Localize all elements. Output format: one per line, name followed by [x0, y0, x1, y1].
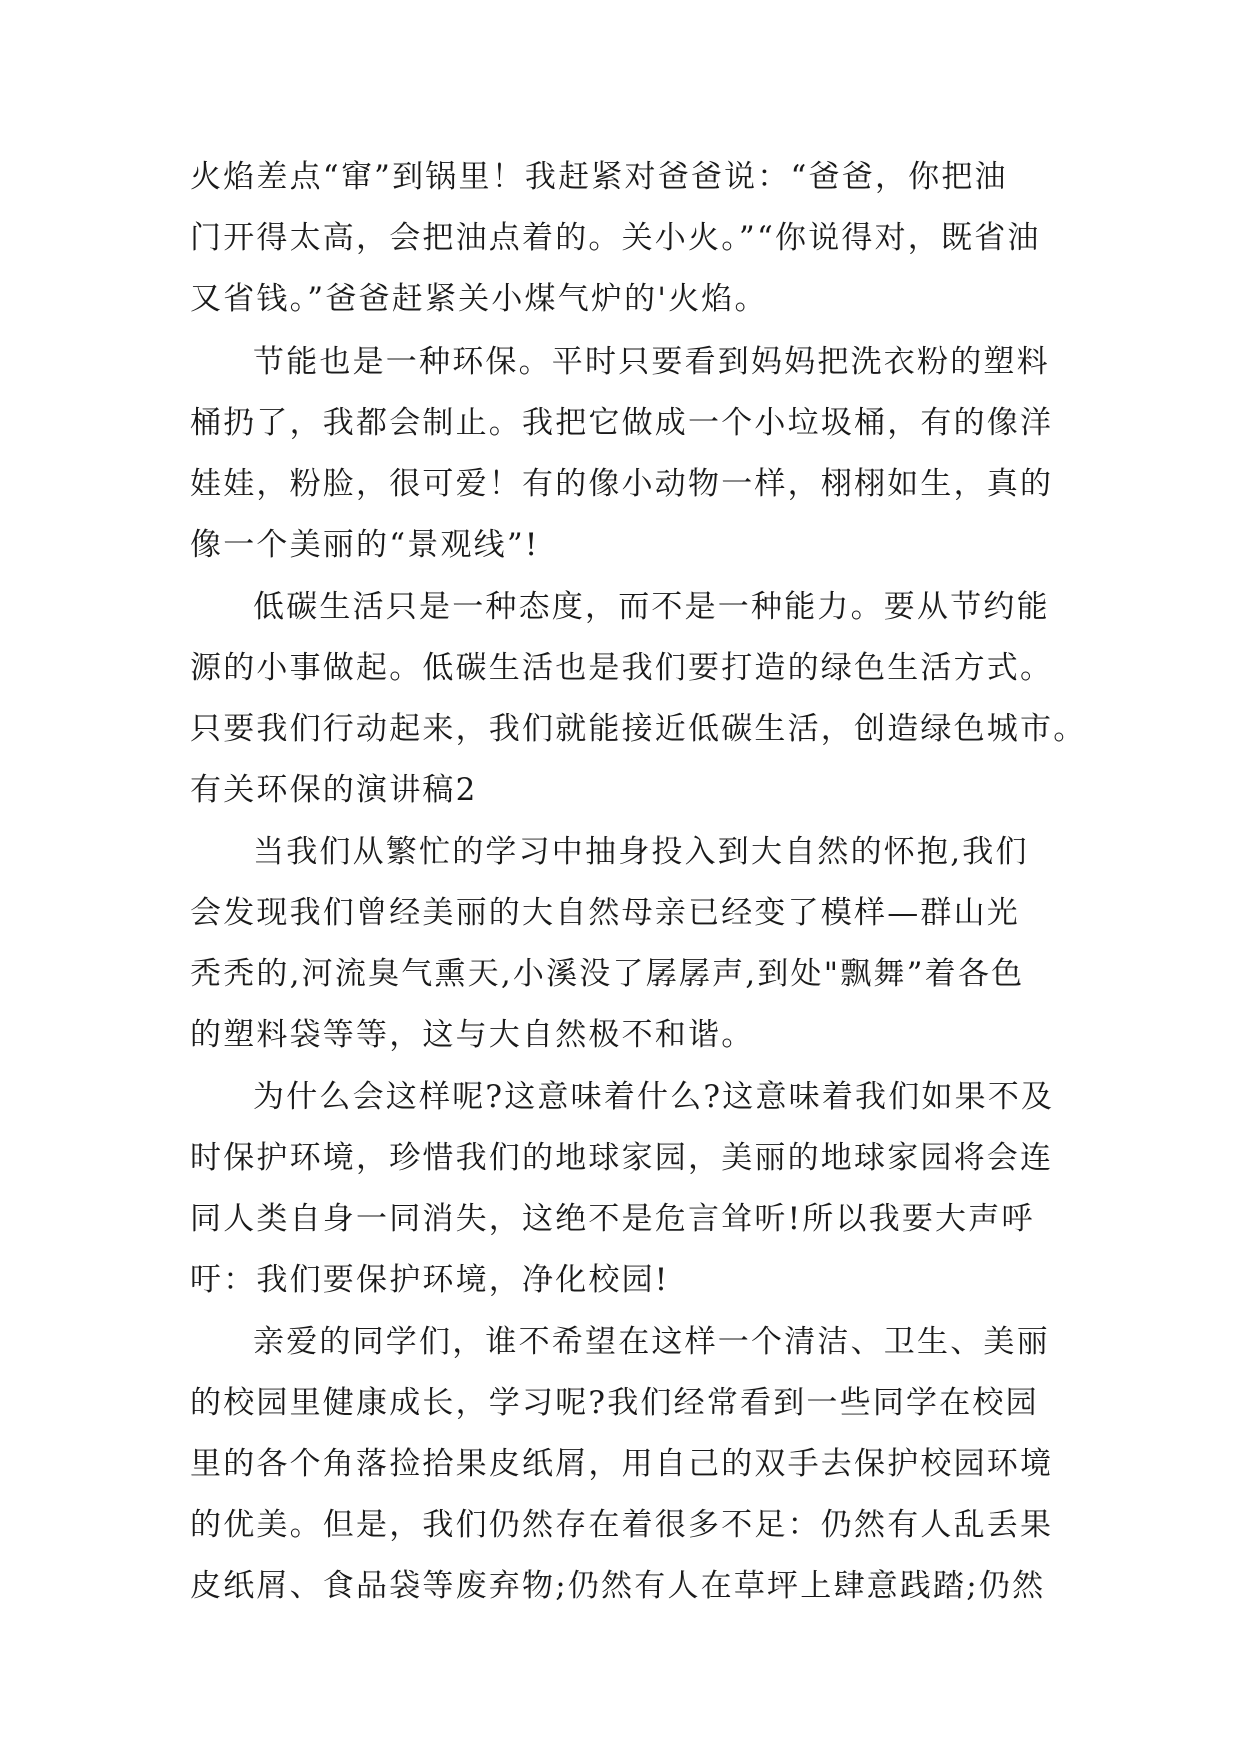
- text-line: 像一个美丽的“景观线”!: [190, 527, 540, 563]
- section-heading: 有关环保的演讲稿2: [190, 772, 478, 808]
- text-line: 的校园里健康成长，学习呢?我们经常看到一些同学在校园: [190, 1385, 1039, 1421]
- text-line: 会发现我们曾经美丽的大自然母亲已经变了模样—群山光: [190, 895, 1020, 931]
- paragraph-first-line: 当我们从繁忙的学习中抽身投入到大自然的怀抱,我们: [253, 834, 1029, 870]
- paragraph-first-line: 为什么会这样呢?这意味着什么?这意味着我们如果不及: [253, 1079, 1055, 1115]
- text-line: 门开得太高，会把油点着的。关小火。”“你说得对，既省油: [190, 220, 1041, 256]
- text-line: 里的各个角落捡拾果皮纸屑，用自己的双手去保护校园环境: [190, 1446, 1054, 1482]
- text-line: 时保护环境，珍惜我们的地球家园，美丽的地球家园将会连: [190, 1140, 1054, 1176]
- text-line: 的优美。但是，我们仍然存在着很多不足：仍然有人乱丢果: [190, 1507, 1054, 1543]
- text-line: 又省钱。”爸爸赶紧关小煤气炉的'火焰。: [190, 281, 768, 317]
- text-line: 同人类自身一同消失，这绝不是危言耸听!所以我要大声呼: [190, 1201, 1035, 1237]
- paragraph-first-line: 节能也是一种环保。平时只要看到妈妈把洗衣粉的塑料: [253, 344, 1050, 380]
- text-line: 的塑料袋等等，这与大自然极不和谐。: [190, 1017, 755, 1053]
- text-line: 火焰差点“窜”到锅里！我赶紧对爸爸说：“爸爸，你把油: [190, 159, 1008, 195]
- paragraph-first-line: 低碳生活只是一种态度，而不是一种能力。要从节约能: [253, 589, 1050, 625]
- paragraph-first-line: 亲爱的同学们，谁不希望在这样一个清洁、卫生、美丽: [253, 1324, 1050, 1360]
- text-line: 吁：我们要保护环境，净化校园!: [190, 1262, 670, 1298]
- text-line: 桶扔了，我都会制止。我把它做成一个小垃圾桶，有的像洋: [190, 405, 1054, 441]
- text-line: 秃秃的,河流臭气熏天,小溪没了孱孱声,到处"飘舞”着各色: [190, 956, 1025, 992]
- text-line: 只要我们行动起来，我们就能接近低碳生活，创造绿色城市。: [190, 711, 1087, 747]
- text-line: 娃娃，粉脸，很可爱！有的像小动物一样，栩栩如生，真的: [190, 466, 1054, 502]
- text-line: 皮纸屑、食品袋等废弃物;仍然有人在草坪上肆意践踏;仍然: [190, 1568, 1046, 1604]
- text-line: 源的小事做起。低碳生活也是我们要打造的绿色生活方式。: [190, 650, 1054, 686]
